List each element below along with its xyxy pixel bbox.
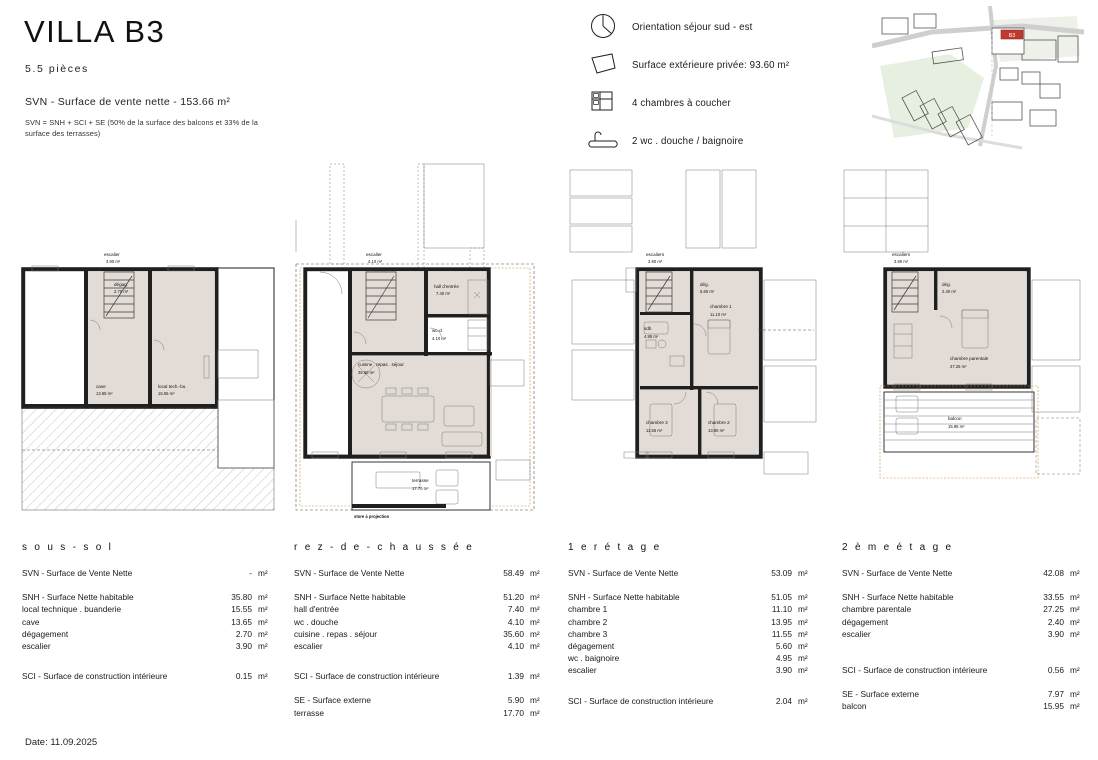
room-area: 7.40 m² [436,291,451,296]
row-unit: m² [1070,628,1080,639]
table-row-snh [22,592,280,604]
row-label: SNH - Surface Nette habitable [568,592,680,603]
row-unit: m² [1070,689,1080,700]
room-label: escalier [104,252,120,257]
row-label: SVN - Surface de Vente Nette [294,568,405,578]
table-row-sci [568,696,826,708]
table-row-snh [842,592,1098,604]
room-area: 11.10 m² [710,312,727,317]
row-unit: m² [798,640,808,651]
row-value: 13.65 [231,616,252,627]
site-minimap[interactable] [872,6,1084,154]
row-unit: m² [1070,616,1080,627]
row-value: 4.95 [775,653,792,664]
row-label: SCI - Surface de construction intérieure [294,671,440,682]
room-label: dég. [700,282,709,287]
row-value: 3.90 [235,640,252,651]
row-unit: m² [258,604,268,615]
terrace-polygon-icon [588,48,632,82]
floorplan-2eme-etage[interactable] [836,160,1086,530]
room-label: chambre 3 [646,420,668,425]
row-unit: m² [798,628,808,639]
table-row [568,629,826,641]
room-label: cave [96,384,106,389]
table-row [22,641,280,653]
row-value: 42.08 [1043,568,1064,578]
row-label: escalier [842,628,871,639]
table-row-svn [22,568,280,580]
row-label: SE - Surface externe [842,689,920,700]
row-unit: m² [530,707,540,718]
row-value: 7.40 [507,604,524,615]
row-label: balcon [842,701,867,712]
row-value: 11.55 [771,628,792,639]
row-value: 53.09 [771,568,792,578]
row-value: 5.90 [507,695,524,706]
table-row [568,665,826,677]
row-unit: m² [798,604,808,615]
row-unit: m² [530,628,540,639]
room-label: dégag. [114,282,129,287]
store-label: store à projection [354,514,390,519]
table-row-se [842,689,1098,701]
row-unit: m² [1070,568,1080,578]
minimap-plot-label: B3 [1008,33,1016,39]
room-area: 35.60 m² [358,370,375,375]
table-row [294,604,552,616]
row-label: escalier [22,640,51,651]
table-row [842,617,1098,629]
row-value: 5.60 [775,640,792,651]
row-unit: m² [798,695,808,706]
legend-label: 2 wc . douche / baignoire [632,135,744,147]
row-label: wc . douche [294,616,339,627]
row-label: dégagement [568,640,615,651]
table-row-sci [294,671,552,683]
surface-table-rez-de-chaussee [294,568,552,720]
row-value: 4.10 [507,616,524,627]
row-unit: m² [530,604,540,615]
row-value: 35.80 [231,592,252,603]
document-date: Date: 11.09.2025 [25,737,98,748]
floor-label-etage1: 1 e r é t a g e [568,542,662,553]
row-label: chambre parentale [842,604,912,615]
legend-label: Orientation séjour sud - est [632,21,753,33]
legend-label: Surface extérieure privée: 93.60 m² [632,59,790,71]
table-row [294,629,552,641]
row-unit: m² [530,616,540,627]
row-label: hall d'entrée [294,604,339,615]
floorplan-rez-de-chaussee[interactable] [290,160,552,530]
table-row [294,641,552,653]
row-unit: m² [258,640,268,651]
row-unit: m² [798,665,808,676]
table-row [294,617,552,629]
legend [588,8,848,160]
table-row [22,617,280,629]
row-value: 17.70 [503,707,524,718]
room-area: 15.55 m² [158,391,175,396]
table-row-sci [842,665,1098,677]
row-unit: m² [1070,604,1080,615]
row-value: 27.25 [1043,604,1064,615]
table-row-svn [294,568,552,580]
room-label: sdb [644,326,652,331]
room-label: escalier [366,252,382,257]
row-value: 35.60 [503,628,524,639]
table-row-se [294,695,552,707]
row-label: escalier [294,640,323,651]
row-value: 7.97 [1047,689,1064,700]
room-label: dég. [942,282,951,287]
row-value: 0.15 [235,671,252,682]
table-row [568,641,826,653]
table-row [842,629,1098,641]
row-value: 15.55 [231,604,252,615]
row-unit: m² [258,628,268,639]
room-area: 2.40 m² [942,289,957,294]
legend-item-orientation [588,8,848,46]
row-label: SCI - Surface de construction intérieure [22,671,168,682]
row-unit: m² [798,653,808,664]
bathtub-icon [588,124,632,158]
row-label: chambre 1 [568,604,608,615]
table-row-snh [294,592,552,604]
table-row [568,617,826,629]
floor-label-etage2: 2 è m e é t a g e [842,542,954,553]
surface-table-sous-sol [22,568,280,683]
room-area: 4.10 m² [432,336,447,341]
row-value: 2.40 [1047,616,1064,627]
room-label: cuisine . repas . séjour [358,362,404,367]
legend-item-bathrooms [588,122,848,160]
row-label: SCI - Surface de construction intérieure [568,695,714,706]
room-label: escaliers [892,252,911,257]
row-value: 1.39 [507,671,524,682]
row-label: wc . baignoire [568,653,620,664]
row-value: 0.56 [1047,664,1064,675]
table-row-snh [568,592,826,604]
row-unit: m² [258,616,268,627]
table-row-sci [22,671,280,683]
floorplan-sous-sol[interactable] [18,160,280,530]
legend-item-exterior-surface [588,46,848,84]
room-area: 17.70 m² [412,486,429,491]
table-row [568,604,826,616]
bedrooms-icon [588,86,632,120]
row-unit: m² [530,568,540,578]
table-row [22,629,280,641]
table-row [842,604,1098,616]
row-label: SVN - Surface de Vente Nette [842,568,953,578]
room-area: 4.10 m² [368,259,383,264]
room-area: 4.95 m² [644,334,659,339]
svn-formula-note: SVN = SNH + SCI + SE (50% de la surface des balcons et 33% de la surface des terrasses) [25,118,258,138]
room-label: chambre parentale [950,356,989,361]
row-label: chambre 2 [568,616,608,627]
table-row-svn [568,568,826,580]
row-label: dégagement [22,628,69,639]
row-unit: m² [258,671,268,682]
row-value: 33.55 [1043,592,1064,603]
row-unit: m² [530,695,540,706]
row-unit: m² [1070,701,1080,712]
room-area: 13.95 m² [708,428,725,433]
table-row-svn [842,568,1098,580]
room-area: 11.55 m² [646,428,663,433]
row-label: terrasse [294,707,324,718]
room-label: balcon [948,416,962,421]
room-area: 3.90 m² [648,259,663,264]
row-value: 2.70 [235,628,252,639]
row-label: SE - Surface externe [294,695,372,706]
table-row [568,653,826,665]
row-value: 51.05 [771,592,792,603]
row-unit: m² [798,592,808,603]
row-value: 3.90 [1047,628,1064,639]
row-value: 51.20 [503,592,524,603]
row-label: dégagement [842,616,889,627]
room-area: 13.65 m² [96,391,113,396]
room-label: wc-d [432,328,442,333]
pieces-label: 5.5 pièces [25,63,89,75]
svn-summary: SVN - Surface de vente nette - 153.66 m² [25,96,231,108]
row-unit: m² [1070,592,1080,603]
row-label: local technique . buanderie [22,604,122,615]
table-row [22,604,280,616]
room-label: local tech.-bu. [158,384,187,389]
room-area: 5.60 m² [700,289,715,294]
row-unit: m² [530,592,540,603]
table-row [294,708,552,720]
surface-table-1er-etage [568,568,826,708]
room-area: 15.95 m² [948,424,965,429]
row-unit: m² [258,568,268,578]
floorplan-1er-etage[interactable] [562,160,824,530]
row-label: chambre 3 [568,628,608,639]
row-label: SNH - Surface Nette habitable [22,592,134,603]
legend-item-bedrooms [588,84,848,122]
row-label: SVN - Surface de Vente Nette [22,568,133,578]
row-value: 2.04 [775,695,792,706]
row-label: cuisine . repas . séjour [294,628,378,639]
row-unit: m² [530,640,540,651]
compass-icon [588,10,632,44]
room-area: 3.90 m² [894,259,909,264]
row-label: SNH - Surface Nette habitable [842,592,954,603]
row-value: 58.49 [503,568,524,578]
row-unit: m² [1070,664,1080,675]
row-value: 13.95 [771,616,792,627]
room-label: chambre 2 [708,420,730,425]
floor-label-sous-sol: s o u s - s o l [22,542,114,553]
row-value: - [249,568,252,578]
table-row [842,701,1098,713]
room-area: 2.70 m² [114,289,129,294]
row-value: 3.90 [775,665,792,676]
row-unit: m² [798,616,808,627]
row-unit: m² [258,592,268,603]
room-label: chambre 1 [710,304,732,309]
row-value: 11.10 [771,604,792,615]
row-label: escalier [568,665,597,676]
surface-table-2eme-etage [842,568,1098,714]
row-label: cave [22,616,40,627]
row-label: SNH - Surface Nette habitable [294,592,406,603]
row-unit: m² [798,568,808,578]
row-value: 15.95 [1043,701,1064,712]
page-title: VILLA B3 [24,14,166,49]
legend-label: 4 chambres à coucher [632,97,731,109]
floor-label-rez: r e z - d e - c h a u s s é e [294,542,475,553]
room-label: hall d'entrée [434,284,459,289]
row-label: SVN - Surface de Vente Nette [568,568,679,578]
row-unit: m² [530,671,540,682]
room-label: escaliers [646,252,665,257]
row-value: 4.10 [507,640,524,651]
room-area: 27.25 m² [950,364,967,369]
room-label: terrasse [412,478,429,483]
row-label: SCI - Surface de construction intérieure [842,664,988,675]
room-area: 3.90 m² [106,259,121,264]
